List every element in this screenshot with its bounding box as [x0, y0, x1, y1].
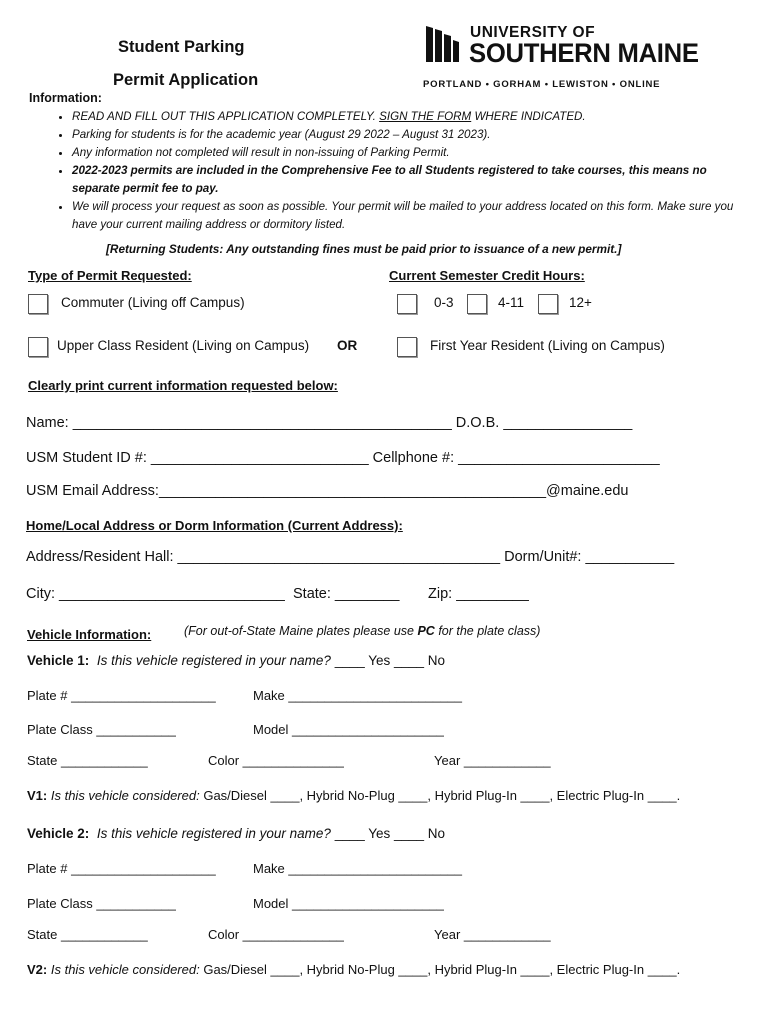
vehicle2-fuel-row[interactable]: V2: Is this vehicle considered: Gas/Diesel ____, Hybrid No-Plug ____, Hybrid Plug-In ____, Electric Plug-In ____. — [27, 962, 681, 977]
upper-class-checkbox[interactable] — [28, 337, 48, 357]
logo-university-of: UNIVERSITY OF — [470, 24, 596, 41]
info-bullet-2: • Parking for students is for the academic year (August 29 2022 – August 31 2023). — [72, 126, 752, 144]
address-heading: Home/Local Address or Dorm Information (Current Address): — [26, 518, 403, 533]
vehicle1-fuel-row[interactable]: V1: Is this vehicle considered: Gas/Diesel ____, Hybrid No-Plug ____, Hybrid Plug-In ____, Electric Plug-In ____. — [27, 788, 681, 803]
upper-class-label: Upper Class Resident (Living on Campus) — [57, 338, 310, 353]
logo-southern-maine: SOUTHERN MAINE — [469, 38, 699, 68]
first-year-label: First Year Resident (Living on Campus) — [430, 338, 665, 353]
vehicle2-make-field[interactable]: Make ________________________ — [253, 861, 462, 876]
vehicle2-color-field[interactable]: Color ______________ — [208, 927, 344, 942]
vehicle2-registered-row[interactable]: Vehicle 2: Is this vehicle registered in your name? ____ Yes ____ No — [27, 826, 446, 841]
permit-type-heading: Type of Permit Requested: — [28, 268, 192, 283]
commuter-label: Commuter (Living off Campus) — [61, 295, 245, 310]
vehicle1-registered-row[interactable]: Vehicle 1: Is this vehicle registered in your name? ____ Yes ____ No — [27, 653, 446, 668]
name-dob-field[interactable]: Name: _______________________________________________ D.O.B. ________________ — [26, 415, 633, 431]
plate-class-note: (For out-of-State Maine plates please use PC for the plate class) — [184, 624, 541, 638]
info-heading: Information: — [29, 91, 102, 105]
commuter-checkbox[interactable] — [28, 294, 48, 314]
vehicle1-plate-field[interactable]: Plate # ____________________ — [27, 688, 216, 703]
vehicle-info-heading: Vehicle Information: — [27, 627, 152, 642]
vehicle2-state-field[interactable]: State ____________ — [27, 927, 148, 942]
state-field[interactable]: State: ________ — [293, 586, 400, 602]
vehicle1-year-field[interactable]: Year ____________ — [434, 753, 551, 768]
student-id-cellphone-field[interactable]: USM Student ID #: ___________________________ Cellphone #: _________________________ — [26, 450, 660, 466]
form-title-line2: Permit Application — [113, 71, 259, 89]
zip-field[interactable]: Zip: _________ — [428, 586, 529, 602]
vehicle1-state-field[interactable]: State ____________ — [27, 753, 148, 768]
info-list — [52, 108, 752, 234]
credit-4-11-checkbox[interactable] — [467, 294, 487, 314]
vehicle2-plate-field[interactable]: Plate # ____________________ — [27, 861, 216, 876]
or-label: OR — [337, 338, 358, 353]
city-field[interactable]: City: ____________________________ — [26, 586, 285, 602]
vehicle1-make-field[interactable]: Make ________________________ — [253, 688, 462, 703]
vehicle1-model-field[interactable]: Model _____________________ — [253, 722, 444, 737]
info-bullet-3: • Any information not completed will result in non-issuing of Parking Permit. — [72, 144, 752, 162]
vehicle2-year-field[interactable]: Year ____________ — [434, 927, 551, 942]
vehicle1-plate-class-field[interactable]: Plate Class ___________ — [27, 722, 176, 737]
logo-locations: PORTLAND • GORHAM • LEWISTON • ONLINE — [423, 79, 661, 90]
info-bullet-5: • We will process your request as soon as possible. Your permit will be mailed to your address located on this form. Make sure you have your current mailing address or dormitory listed. — [72, 198, 752, 234]
email-field[interactable]: USM Email Address:________________________________________________@maine.edu — [26, 483, 629, 499]
credit-4-11-label: 4-11 — [498, 295, 525, 310]
first-year-checkbox[interactable] — [397, 337, 417, 357]
credit-0-3-label: 0-3 — [434, 295, 454, 310]
credit-12-plus-label: 12+ — [569, 295, 592, 310]
vehicle2-plate-class-field[interactable]: Plate Class ___________ — [27, 896, 176, 911]
address-dorm-field[interactable]: Address/Resident Hall: ________________________________________ Dorm/Unit#: ___________ — [26, 549, 675, 565]
form-title-line1: Student Parking — [118, 38, 245, 56]
vehicle1-color-field[interactable]: Color ______________ — [208, 753, 344, 768]
credit-12-plus-checkbox[interactable] — [538, 294, 558, 314]
returning-students-note: [Returning Students: Any outstanding fines must be paid prior to issuance of a new permit.] — [106, 242, 622, 256]
credit-0-3-checkbox[interactable] — [397, 294, 417, 314]
info-bullet-4: • 2022-2023 permits are included in the Comprehensive Fee to all Students registered to take courses, this means no separate permit fee to pay. — [72, 162, 752, 198]
info-bullet-1: • READ AND FILL OUT THIS APPLICATION COMPLETELY. SIGN THE FORM WHERE INDICATED. — [72, 108, 752, 126]
vehicle2-model-field[interactable]: Model _____________________ — [253, 896, 444, 911]
personal-info-heading: Clearly print current information requested below: — [28, 378, 338, 393]
usm-building-icon — [424, 24, 460, 64]
credit-hours-heading: Current Semester Credit Hours: — [389, 268, 585, 283]
